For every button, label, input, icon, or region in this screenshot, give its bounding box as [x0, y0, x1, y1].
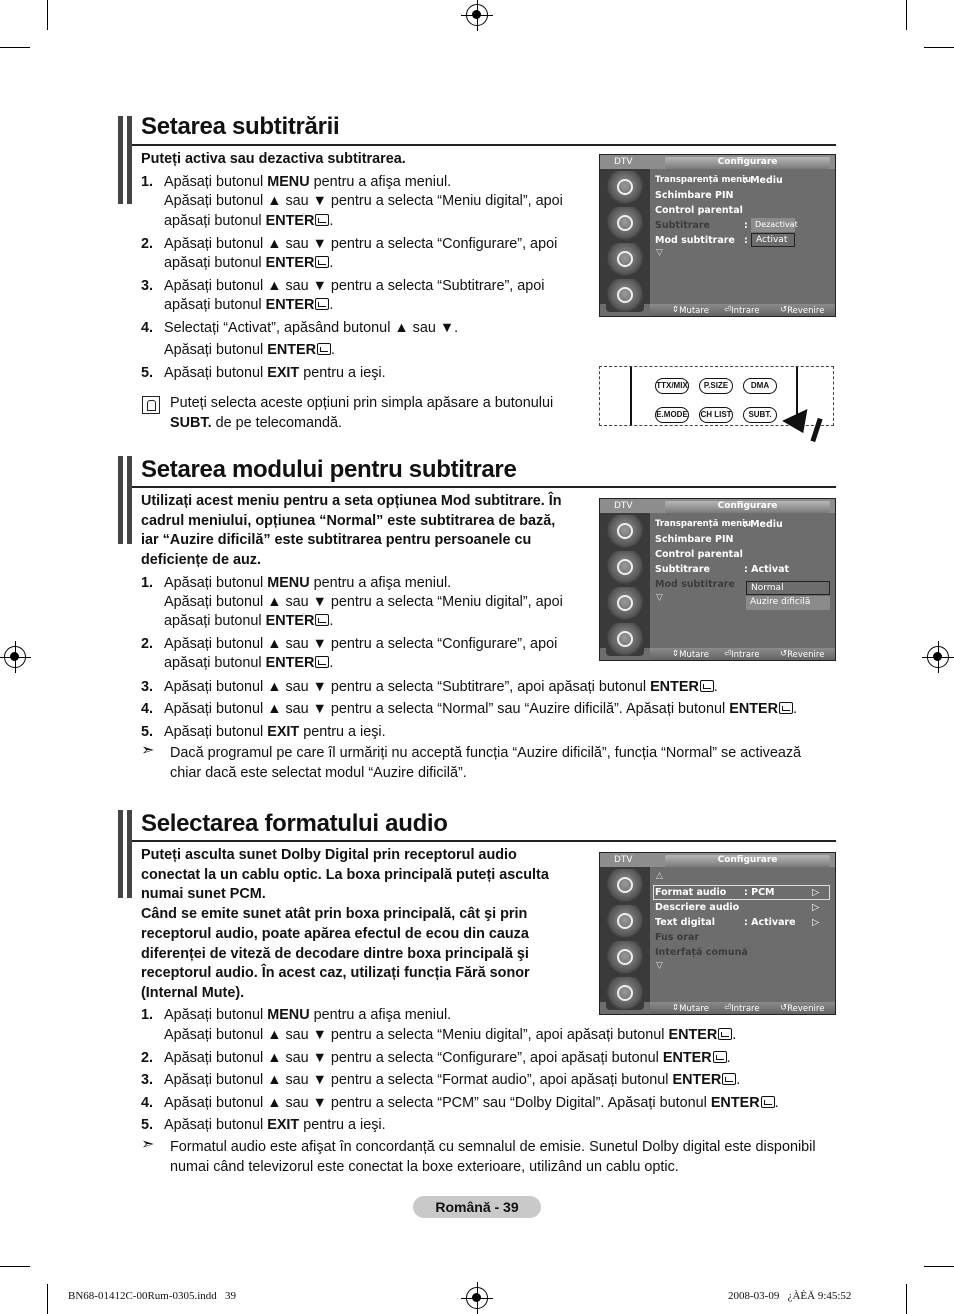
section-rule — [132, 486, 836, 488]
option-auzire-dificila[interactable]: Auzire dificilă — [746, 596, 830, 610]
menu-footer: ⇕ Mutare ⏎ Intrare ↺ Revenire — [650, 648, 835, 660]
input-icon — [606, 279, 644, 312]
e-mode-button[interactable]: E.MODE — [655, 407, 689, 423]
p-size-button[interactable]: P.SIZE — [699, 378, 733, 394]
enter-icon — [713, 1051, 727, 1063]
menu-sidebar — [600, 169, 650, 304]
enter-icon — [315, 298, 329, 310]
section-intro: Puteți activa sau dezactiva subtitrarea. — [141, 151, 406, 167]
enter-icon — [315, 656, 329, 668]
file-slug: BN68-01412C-00Rum-0305.indd 39 — [68, 1290, 237, 1302]
registration-mark-bottom — [466, 1287, 488, 1309]
picture-icon — [606, 171, 644, 204]
menu-sidebar — [600, 513, 650, 648]
section-bar — [118, 456, 132, 544]
enter-icon — [761, 1096, 775, 1108]
enter-icon — [315, 214, 329, 226]
registration-mark-left — [4, 646, 26, 668]
sound-icon — [606, 905, 644, 938]
option-dezactivat[interactable]: Dezactivat — [751, 218, 795, 232]
dma-button[interactable]: DMA — [743, 378, 777, 394]
ttx-mix-button[interactable]: TTX/MIX — [655, 378, 689, 394]
setup-icon — [606, 587, 644, 620]
subt-button[interactable]: SUBT. — [743, 407, 777, 423]
option-activat[interactable]: Activat — [751, 233, 795, 247]
menu-sidebar — [600, 867, 650, 1002]
enter-icon — [718, 1028, 732, 1040]
setup-icon — [606, 243, 644, 276]
enter-icon — [722, 1073, 736, 1085]
enter-icon — [315, 256, 329, 268]
picture-icon — [606, 869, 644, 902]
section-rule — [132, 144, 836, 146]
note-icon — [142, 396, 160, 414]
menu-footer: ⇕ Mutare ⏎ Intrare ↺ Revenire — [650, 1002, 835, 1014]
input-icon — [606, 977, 644, 1010]
enter-icon — [700, 680, 714, 692]
print-timestamp: 2008-03-09 ¿ÀÈÄ 9:45:52 — [728, 1290, 852, 1302]
sound-icon — [606, 551, 644, 584]
note-text: Dacă programul pe care îl urmăriți nu acceptă funcția “Auzire dificilă”, funcția “Normal” se activează chiar dacă este selectat modul “Auzire dificilă”. — [170, 745, 802, 781]
tv-menu-subtitles: DTV Configurare Transparență meniu : Mediu Schimbare PIN Control parental Subtitrare : Mod subtitrare : Dezactivat Activat ▽ ⇕ Mutare ⏎ Intrare ↺ Revenire — [599, 154, 836, 317]
menu-header: Configurare — [665, 855, 830, 867]
section-title-subtitles: Setarea subtitrării — [141, 113, 340, 140]
page-number: Română - 39 — [413, 1196, 541, 1218]
picture-icon — [606, 515, 644, 548]
section-title-subtitle-mode: Setarea modului pentru subtitrare — [141, 456, 517, 483]
input-icon — [606, 623, 644, 656]
registration-mark-right — [927, 646, 949, 668]
note-arrow-icon: ➣ — [141, 1136, 155, 1153]
section-intro: Utilizați acest meniu pentru a seta opțiunea Mod subtitrare. În cadrul meniului, opțiunea “Normal” este subtitrarea de bază, iar “Auzire dificilă” este subtitrarea pentru persoanele cu deficiențe de auz. — [141, 493, 562, 569]
enter-icon — [317, 343, 331, 355]
section-bar — [118, 116, 132, 204]
setup-icon — [606, 941, 644, 974]
tv-menu-subtitle-mode: DTV Configurare Transparență meniu : Mediu Schimbare PIN Control parental Subtitrare : Activat Mod subtitrare Normal Auzire dificilă ▽ ⇕ Mutare ⏎ Intrare ↺ Revenire — [599, 498, 836, 661]
note-arrow-icon: ➣ — [141, 742, 155, 759]
registration-mark-top — [466, 4, 488, 26]
ch-list-button[interactable]: CH LIST — [699, 407, 733, 423]
section-title-audio-format: Selectarea formatului audio — [141, 810, 448, 837]
sound-icon — [606, 207, 644, 240]
option-normal[interactable]: Normal — [746, 581, 830, 595]
menu-footer: ⇕ Mutare ⏎ Intrare ↺ Revenire — [650, 304, 835, 316]
menu-header: Configurare — [665, 157, 830, 169]
section-rule — [132, 840, 836, 842]
enter-icon — [779, 702, 793, 714]
section-intro: Puteți asculta sunet Dolby Digital prin receptorul audio conectat la un cablu optic. La boxa principală puteți asculta numai sunet PCM. Când se emite sunet atât prin boxa principală, cât şi prin receptorul audio, poate apărea efectul de ecou din cauza diferenței de viteză de decodare dintre boxa principală şi receptorul audio. În acest caz, utilizați funcția Fără sonor (Internal Mute). — [141, 847, 549, 1001]
tv-menu-audio-format: DTV Configurare △ Format audio : PCM ▷ Descriere audio ▷ Text digital : Activare ▷ Fus orar Interfață comună ▽ ⇕ Mutare ⏎ Intrare ↺ Revenire — [599, 852, 836, 1015]
menu-header: Configurare — [665, 501, 830, 513]
enter-icon — [315, 614, 329, 626]
section-bar — [118, 810, 132, 898]
note-text: Formatul audio este afişat în concordanță cu semnalul de emisie. Sunetul Dolby digital este disponibil numai când televizorul este conectat la boxe exterioare, utilizând un cablu optic. — [170, 1139, 816, 1175]
note-text: Puteți selecta aceste opțiuni prin simpla apăsare a butonului SUBT. de pe telecomandă. — [170, 395, 554, 431]
